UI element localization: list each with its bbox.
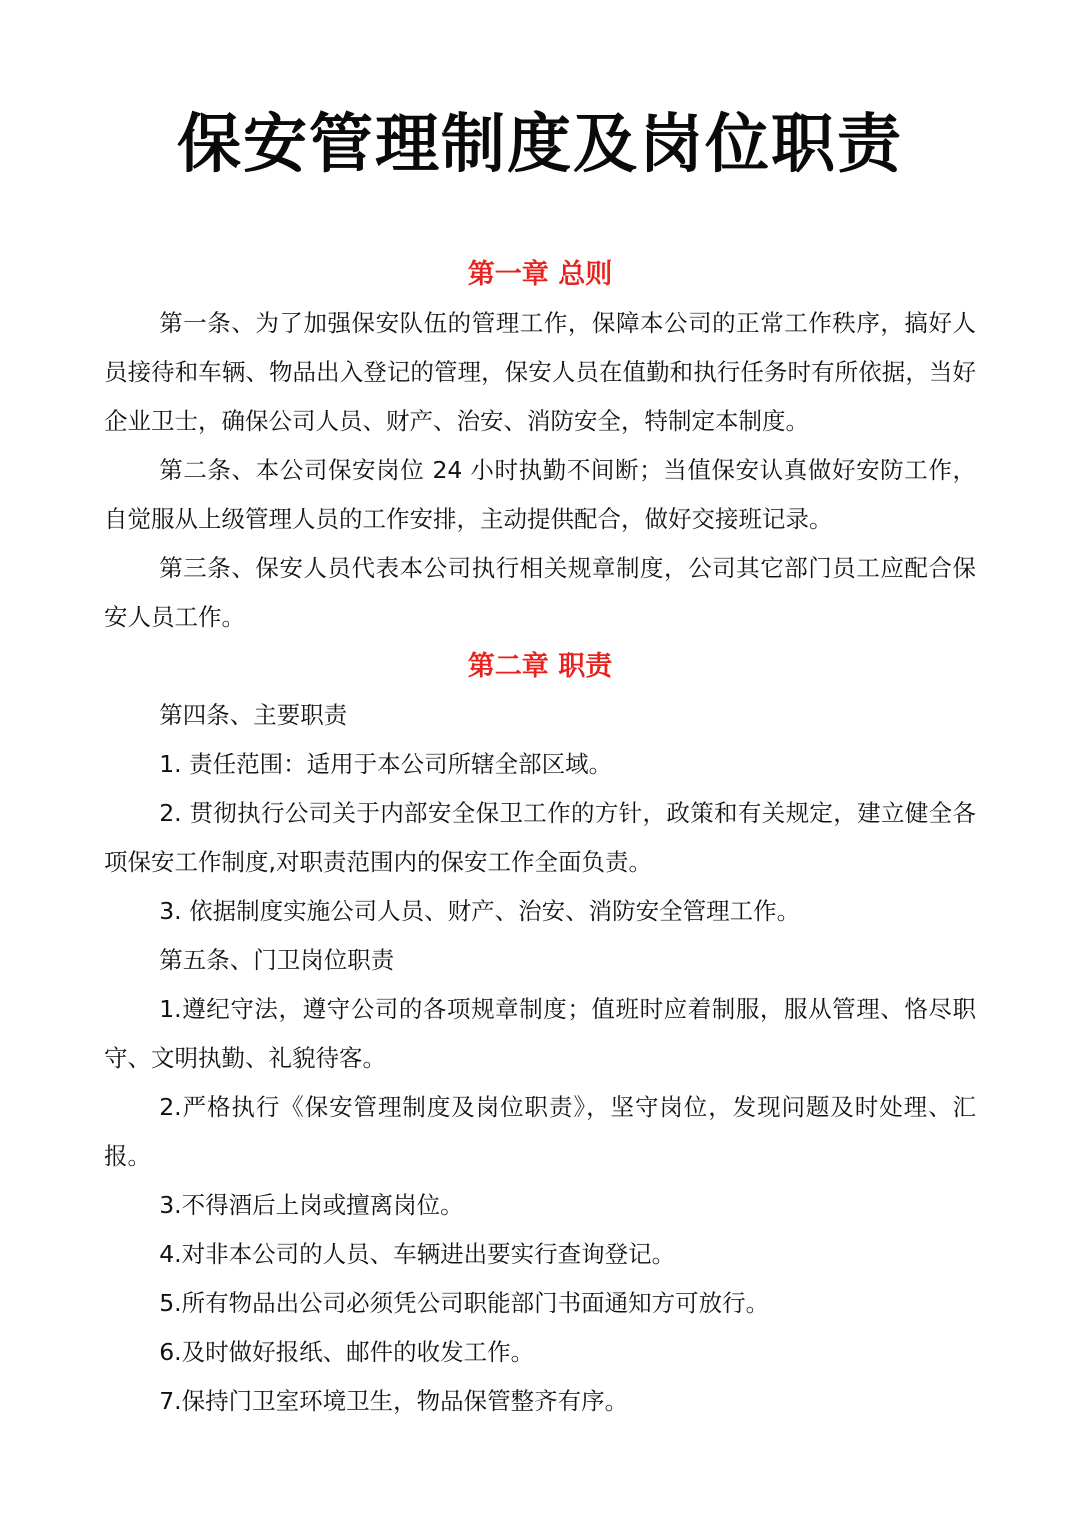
guard-duty-item-7: 7.保持门卫室环境卫生，物品保管整齐有序。 (159, 1387, 629, 1415)
document-title: 保安管理制度及岗位职责 (177, 108, 903, 182)
article-4-heading: 第四条、主要职责 (159, 701, 348, 729)
article-2-paragraph: 第二条、本公司保安岗位 24 小时执勤不间断；当值保安认真做好安防工作，自觉服从上级管理人员的工作安排，主动提供配合，做好交接班记录。 (104, 456, 976, 533)
guard-duty-item-5: 5.所有物品出公司必须凭公司职能部门书面通知方可放行。 (159, 1289, 770, 1317)
guard-duty-item-6: 6.及时做好报纸、邮件的收发工作。 (159, 1338, 535, 1366)
chapter-2-heading: 第二章 职责 (467, 651, 613, 682)
duty-item-1: 1. 责任范围：适用于本公司所辖全部区域。 (159, 750, 613, 778)
guard-duty-item-1: 1.遵纪守法，遵守公司的各项规章制度；值班时应着制服，服从管理、恪尽职守、文明执勤、礼貌待客。 (104, 995, 976, 1072)
article-1-paragraph: 第一条、为了加强保安队伍的管理工作，保障本公司的正常工作秩序，搞好人员接待和车辆、物品出入登记的管理，保安人员在值勤和执行任务时有所依据，当好企业卫士，确保公司人员、财产、治安、消防安全，特制定本制度。 (104, 309, 976, 435)
duty-item-2: 2. 贯彻执行公司关于内部安全保卫工作的方针，政策和有关规定，建立健全各项保安工作制度,对职责范围内的保安工作全面负责。 (104, 799, 976, 876)
duty-item-3: 3. 依据制度实施公司人员、财产、治安、消防安全管理工作。 (159, 897, 801, 925)
guard-duty-item-3: 3.不得酒后上岗或擅离岗位。 (159, 1191, 464, 1219)
article-3-paragraph: 第三条、保安人员代表本公司执行相关规章制度，公司其它部门员工应配合保安人员工作。 (104, 554, 976, 631)
guard-duty-item-4: 4.对非本公司的人员、车辆进出要实行查询登记。 (159, 1240, 676, 1268)
guard-duty-item-2: 2.严格执行《保安管理制度及岗位职责》，坚守岗位，发现问题及时处理、汇报。 (104, 1093, 976, 1170)
article-5-heading: 第五条、门卫岗位职责 (159, 946, 395, 974)
chapter-1-heading: 第一章 总则 (467, 259, 613, 290)
